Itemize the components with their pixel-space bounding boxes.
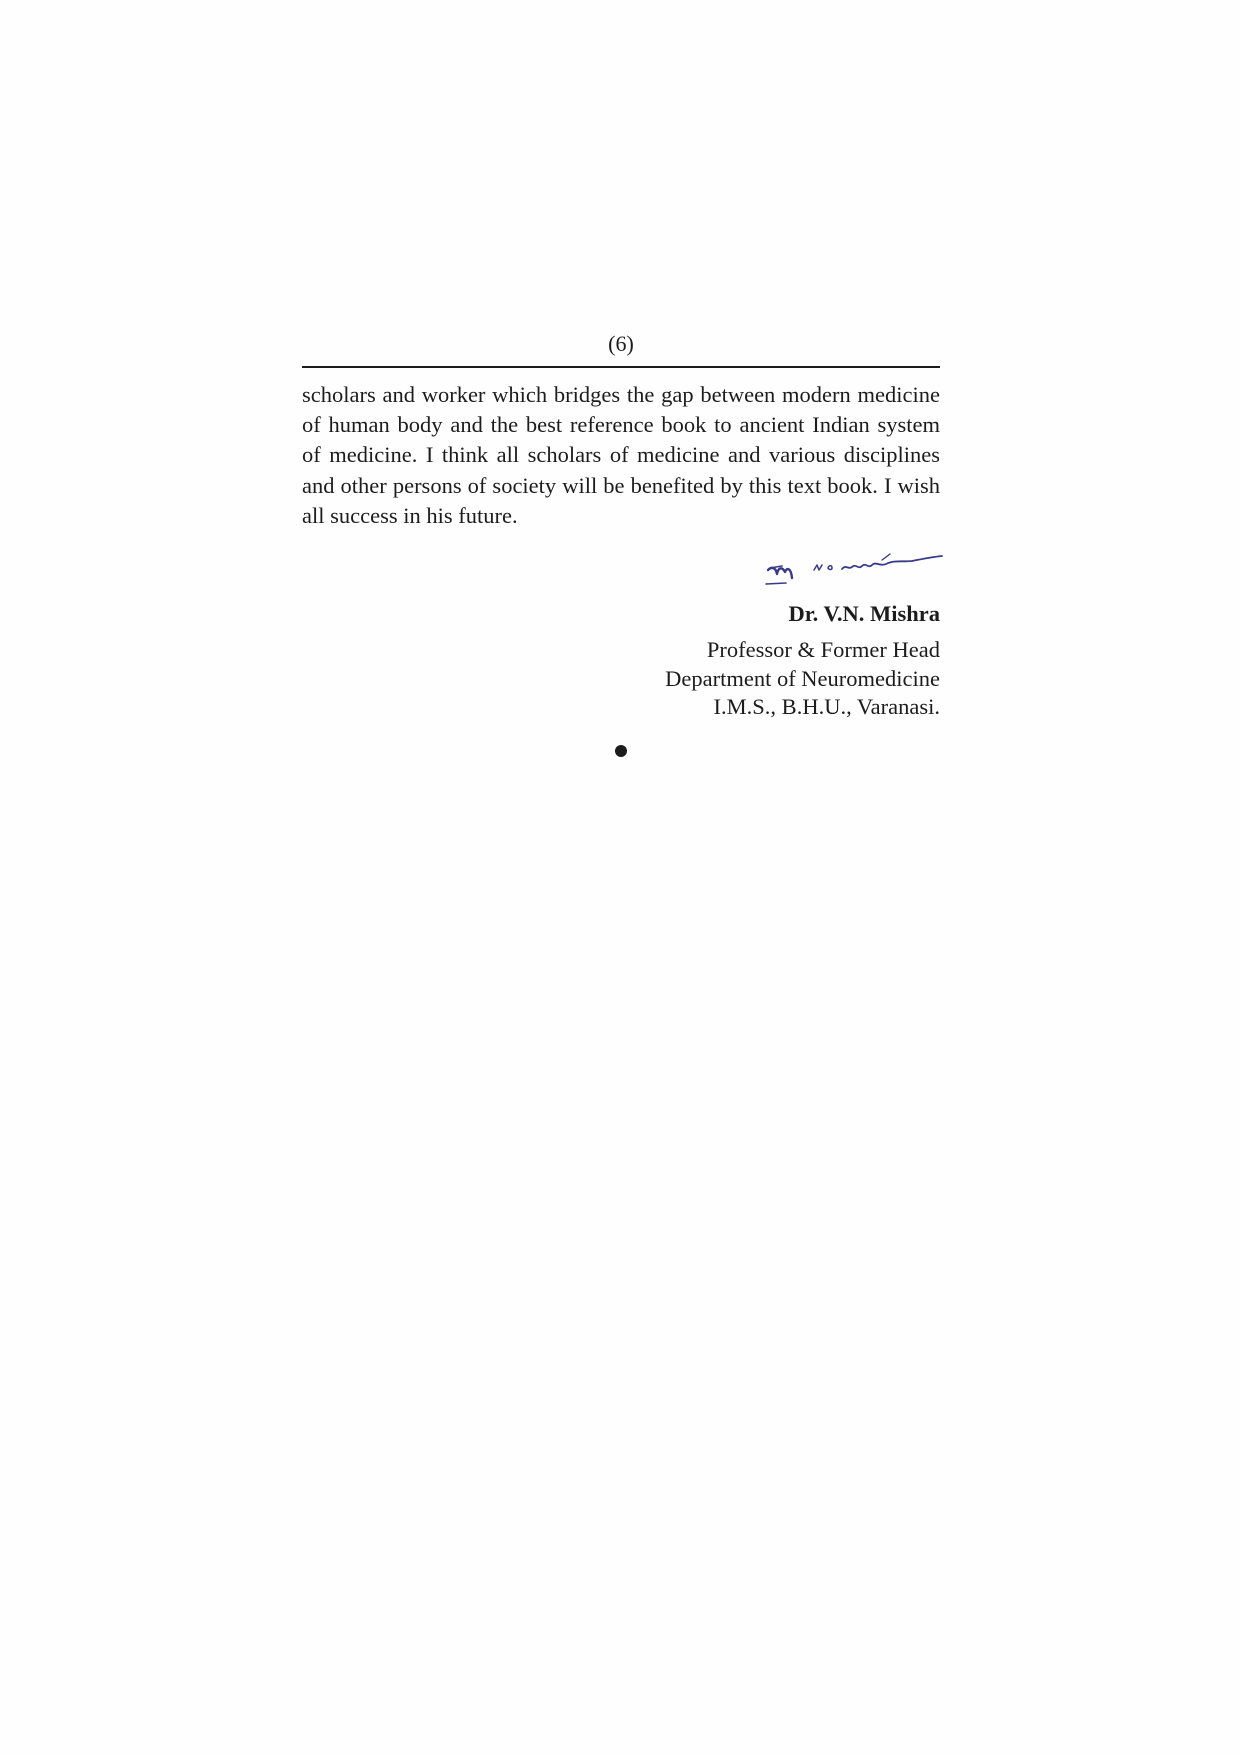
document-page — [302, 330, 940, 719]
signature-image — [762, 548, 944, 592]
body-paragraph: scholars and worker which bridges the gap between modern medicine of human body and the best reference book to ancient Indian system of medicine. I think all scholars of medicine and various disciplines and other persons of society will be benefited by this text book. I wish all success in his future. — [302, 382, 940, 528]
header-rule — [302, 366, 940, 368]
signatory-department: Department of Neuromedicine — [665, 665, 940, 691]
page-number: (6) — [608, 331, 634, 356]
signature-icon — [762, 548, 944, 592]
signatory-title: Professor & Former Head — [706, 637, 940, 662]
end-bullet-icon — [615, 745, 627, 757]
signatory-details — [665, 636, 940, 722]
signatory-institution: I.M.S., B.H.U., Varanasi. — [713, 694, 940, 719]
signatory-block — [665, 600, 940, 722]
signatory-name: Dr. V.N. Mishra — [788, 601, 940, 626]
